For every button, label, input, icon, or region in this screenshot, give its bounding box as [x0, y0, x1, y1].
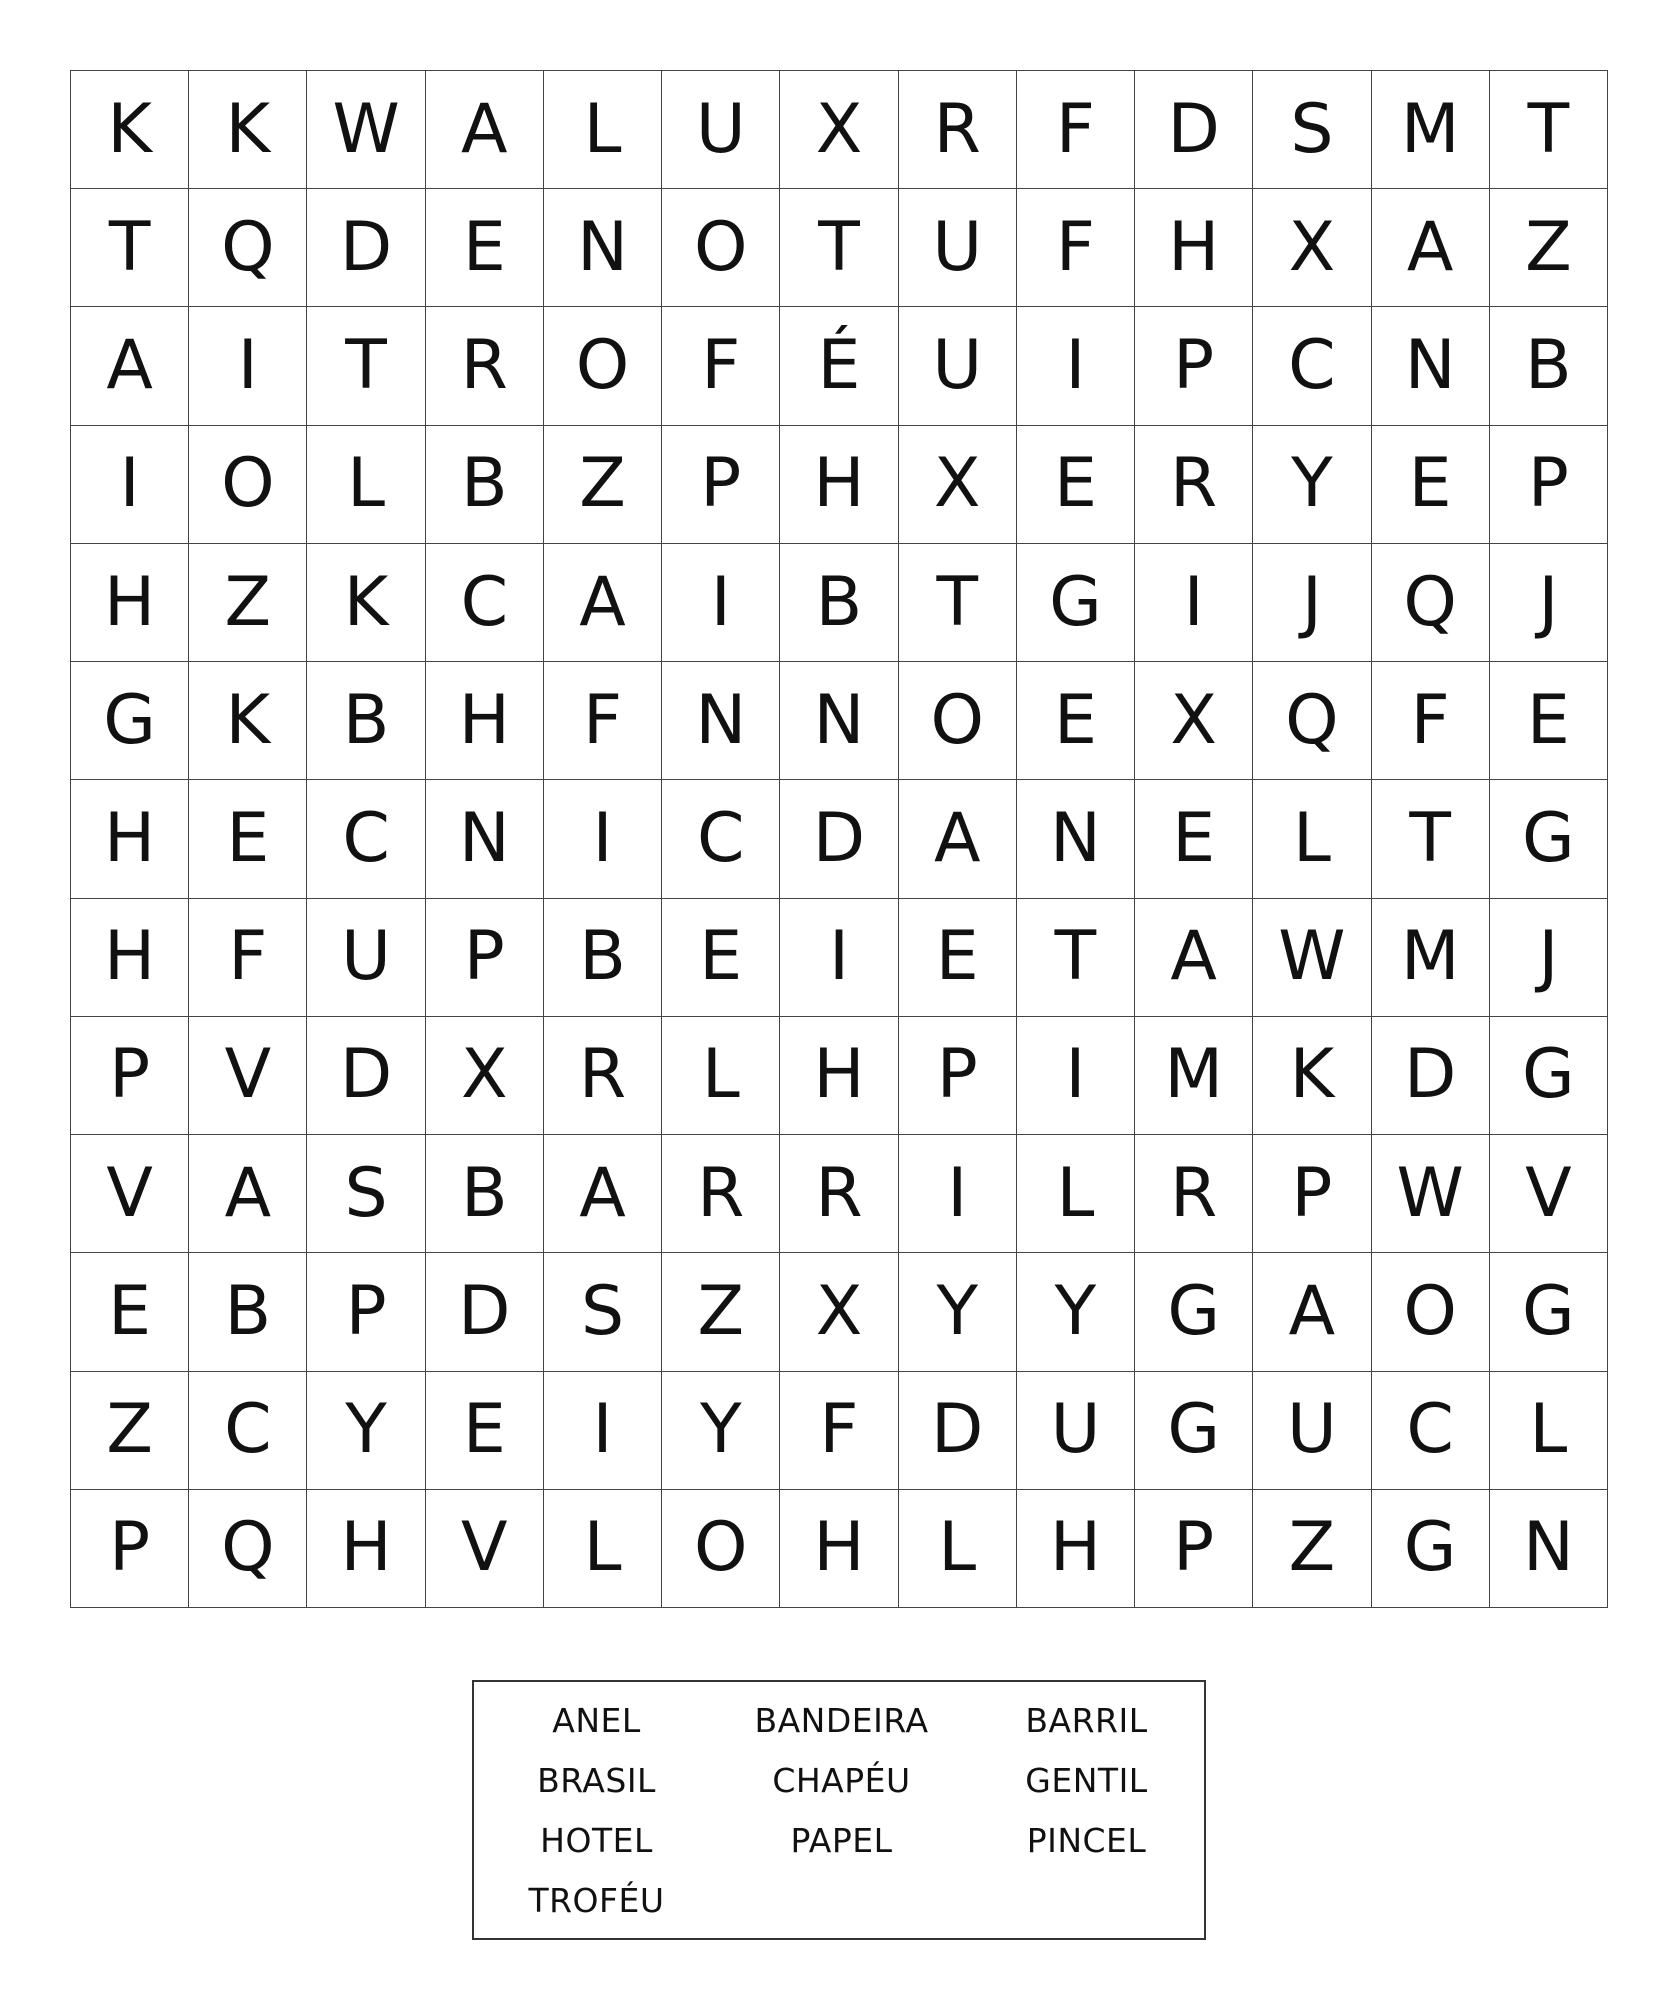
grid-cell[interactable]: P [662, 426, 780, 544]
grid-cell[interactable]: P [71, 1490, 189, 1608]
grid-cell[interactable]: T [1017, 899, 1135, 1017]
grid-cell[interactable]: X [1135, 662, 1253, 780]
grid-cell[interactable]: K [71, 71, 189, 189]
grid-cell[interactable]: V [426, 1490, 544, 1608]
grid-cell[interactable]: N [780, 662, 898, 780]
grid-cell[interactable]: E [899, 899, 1017, 1017]
grid-cell[interactable]: I [1017, 1017, 1135, 1135]
grid-cell[interactable]: X [780, 1253, 898, 1371]
grid-cell[interactable]: R [1135, 426, 1253, 544]
grid-cell[interactable]: I [71, 426, 189, 544]
grid-cell[interactable]: J [1490, 544, 1608, 662]
grid-cell[interactable]: W [307, 71, 425, 189]
grid-cell[interactable]: H [426, 662, 544, 780]
grid-cell[interactable]: N [544, 189, 662, 307]
grid-cell[interactable]: T [71, 189, 189, 307]
grid-cell[interactable]: U [1017, 1372, 1135, 1490]
grid-cell[interactable]: L [662, 1017, 780, 1135]
grid-cell[interactable]: B [426, 1135, 544, 1253]
grid-cell[interactable]: T [780, 189, 898, 307]
grid-cell[interactable]: E [1372, 426, 1490, 544]
grid-cell[interactable]: V [189, 1017, 307, 1135]
grid-cell[interactable]: A [1253, 1253, 1371, 1371]
grid-cell[interactable]: D [780, 780, 898, 898]
grid-cell[interactable]: X [899, 426, 1017, 544]
grid-cell[interactable]: P [1253, 1135, 1371, 1253]
grid-cell[interactable]: J [1490, 899, 1608, 1017]
grid-cell[interactable]: I [544, 1372, 662, 1490]
grid-cell[interactable]: H [780, 1017, 898, 1135]
grid-cell[interactable]: C [662, 780, 780, 898]
grid-cell[interactable]: R [662, 1135, 780, 1253]
word-list-item: GENTIL [1025, 1761, 1148, 1800]
grid-cell[interactable]: U [307, 899, 425, 1017]
grid-cell[interactable]: V [71, 1135, 189, 1253]
word-list-item: CHAPÉU [772, 1761, 911, 1800]
grid-cell[interactable]: L [307, 426, 425, 544]
grid-cell[interactable]: B [307, 662, 425, 780]
grid-cell[interactable]: O [189, 426, 307, 544]
grid-cell[interactable]: Z [544, 426, 662, 544]
grid-cell[interactable]: O [662, 1490, 780, 1608]
grid-cell[interactable]: G [1490, 1253, 1608, 1371]
grid-cell[interactable]: M [1372, 71, 1490, 189]
grid-cell[interactable]: P [1490, 426, 1608, 544]
grid-cell[interactable]: U [899, 307, 1017, 425]
grid-cell[interactable]: H [780, 426, 898, 544]
grid-cell[interactable]: E [189, 780, 307, 898]
grid-cell[interactable]: P [426, 899, 544, 1017]
grid-cell[interactable]: D [1135, 71, 1253, 189]
word-list-item: HOTEL [540, 1821, 653, 1860]
grid-cell[interactable]: S [544, 1253, 662, 1371]
grid-cell[interactable]: A [189, 1135, 307, 1253]
grid-cell[interactable]: O [662, 189, 780, 307]
grid-cell[interactable]: A [1372, 189, 1490, 307]
grid-cell[interactable]: Z [1490, 189, 1608, 307]
grid-cell[interactable]: K [307, 544, 425, 662]
grid-cell[interactable]: P [71, 1017, 189, 1135]
grid-cell[interactable]: P [307, 1253, 425, 1371]
grid-cell[interactable]: K [189, 71, 307, 189]
grid-cell[interactable]: V [1490, 1135, 1608, 1253]
grid-cell[interactable]: S [1253, 71, 1371, 189]
word-list-box [472, 1680, 1206, 1940]
grid-cell[interactable]: T [307, 307, 425, 425]
grid-cell[interactable]: G [1017, 544, 1135, 662]
grid-cell[interactable]: W [1372, 1135, 1490, 1253]
grid-cell[interactable]: I [189, 307, 307, 425]
grid-cell[interactable]: L [1490, 1372, 1608, 1490]
grid-cell[interactable]: X [1253, 189, 1371, 307]
grid-cell[interactable]: E [1135, 780, 1253, 898]
grid-cell[interactable]: D [1372, 1017, 1490, 1135]
grid-cell[interactable]: R [544, 1017, 662, 1135]
grid-cell[interactable]: E [1490, 662, 1608, 780]
grid-cell[interactable]: H [1017, 1490, 1135, 1608]
grid-cell[interactable]: G [1135, 1253, 1253, 1371]
grid-cell[interactable]: H [1135, 189, 1253, 307]
grid-cell[interactable]: N [1372, 307, 1490, 425]
grid-cell[interactable]: Q [189, 189, 307, 307]
grid-cell[interactable]: A [426, 71, 544, 189]
grid-cell[interactable]: G [71, 662, 189, 780]
grid-cell[interactable]: F [780, 1372, 898, 1490]
grid-cell[interactable]: B [780, 544, 898, 662]
grid-cell[interactable]: D [426, 1253, 544, 1371]
grid-cell[interactable]: T [1372, 780, 1490, 898]
grid-cell[interactable]: N [1017, 780, 1135, 898]
grid-cell[interactable]: I [662, 544, 780, 662]
grid-cell[interactable]: I [899, 1135, 1017, 1253]
grid-cell[interactable]: P [1135, 1490, 1253, 1608]
grid-cell[interactable]: X [426, 1017, 544, 1135]
grid-cell[interactable]: Z [189, 544, 307, 662]
grid-cell[interactable]: R [1135, 1135, 1253, 1253]
grid-cell[interactable]: C [307, 780, 425, 898]
grid-cell[interactable]: B [189, 1253, 307, 1371]
grid-cell[interactable]: H [71, 899, 189, 1017]
grid-cell[interactable]: K [1253, 1017, 1371, 1135]
grid-cell[interactable]: D [307, 1017, 425, 1135]
grid-cell[interactable]: D [899, 1372, 1017, 1490]
grid-cell[interactable]: H [780, 1490, 898, 1608]
grid-cell[interactable]: O [544, 307, 662, 425]
grid-cell[interactable]: L [544, 1490, 662, 1608]
word-list-item: PINCEL [1026, 1821, 1147, 1860]
letter-grid [70, 70, 1608, 1608]
word-list-item: BRASIL [537, 1761, 656, 1800]
grid-cell[interactable]: Y [1017, 1253, 1135, 1371]
grid-cell[interactable]: P [899, 1017, 1017, 1135]
grid-cell[interactable]: O [1372, 1253, 1490, 1371]
grid-cell[interactable]: Z [71, 1372, 189, 1490]
grid-cell[interactable]: F [1017, 189, 1135, 307]
grid-cell[interactable]: U [1253, 1372, 1371, 1490]
grid-cell[interactable]: Y [307, 1372, 425, 1490]
grid-cell[interactable]: O [899, 662, 1017, 780]
grid-cell[interactable]: E [426, 1372, 544, 1490]
grid-cell[interactable]: T [1490, 71, 1608, 189]
grid-cell[interactable]: A [899, 780, 1017, 898]
grid-cell[interactable]: R [899, 71, 1017, 189]
grid-cell[interactable]: E [426, 189, 544, 307]
grid-cell[interactable]: H [307, 1490, 425, 1608]
grid-cell[interactable]: I [544, 780, 662, 898]
grid-cell[interactable]: I [1135, 544, 1253, 662]
grid-cell[interactable]: M [1135, 1017, 1253, 1135]
word-list-item: TROFÉU [528, 1881, 665, 1920]
grid-cell[interactable]: C [189, 1372, 307, 1490]
grid-cell[interactable]: F [662, 307, 780, 425]
grid-cell[interactable]: A [544, 544, 662, 662]
grid-cell[interactable]: É [780, 307, 898, 425]
grid-cell[interactable]: I [780, 899, 898, 1017]
grid-cell[interactable]: L [1017, 1135, 1135, 1253]
grid-cell[interactable]: F [544, 662, 662, 780]
grid-cell[interactable]: B [426, 426, 544, 544]
grid-cell[interactable]: W [1253, 899, 1371, 1017]
grid-cell[interactable]: L [1253, 780, 1371, 898]
grid-cell[interactable]: C [1372, 1372, 1490, 1490]
grid-cell[interactable]: Q [189, 1490, 307, 1608]
grid-cell[interactable]: T [899, 544, 1017, 662]
grid-cell[interactable]: L [899, 1490, 1017, 1608]
grid-cell[interactable]: N [426, 780, 544, 898]
grid-cell[interactable]: A [1135, 899, 1253, 1017]
grid-cell[interactable]: J [1253, 544, 1371, 662]
grid-cell[interactable]: E [662, 899, 780, 1017]
word-list [474, 1700, 1208, 1940]
grid-cell[interactable]: Q [1253, 662, 1371, 780]
grid-cell[interactable]: B [544, 899, 662, 1017]
grid-cell[interactable]: Q [1372, 544, 1490, 662]
word-list-item: ANEL [552, 1701, 641, 1740]
grid-cell[interactable]: Y [662, 1372, 780, 1490]
grid-cell[interactable]: Z [1253, 1490, 1371, 1608]
grid-cell[interactable]: E [1017, 426, 1135, 544]
word-list-item: BANDEIRA [754, 1701, 929, 1740]
grid-cell[interactable]: E [1017, 662, 1135, 780]
grid-cell[interactable]: I [1017, 307, 1135, 425]
grid-cell[interactable]: N [1490, 1490, 1608, 1608]
grid-cell[interactable]: U [662, 71, 780, 189]
grid-cell[interactable]: S [307, 1135, 425, 1253]
grid-cell[interactable]: C [426, 544, 544, 662]
grid-cell[interactable]: U [899, 189, 1017, 307]
grid-cell[interactable]: F [1017, 71, 1135, 189]
grid-cell[interactable]: Y [899, 1253, 1017, 1371]
grid-cell[interactable]: R [426, 307, 544, 425]
grid-cell[interactable]: G [1490, 1017, 1608, 1135]
grid-cell[interactable]: Z [662, 1253, 780, 1371]
word-list-item: BARRIL [1025, 1701, 1148, 1740]
grid-cell[interactable]: E [71, 1253, 189, 1371]
grid-cell[interactable]: K [189, 662, 307, 780]
grid-cell[interactable]: A [71, 307, 189, 425]
grid-cell[interactable]: G [1490, 780, 1608, 898]
grid-cell[interactable]: D [307, 189, 425, 307]
grid-cell[interactable]: B [1490, 307, 1608, 425]
grid-cell[interactable]: C [1253, 307, 1371, 425]
grid-cell[interactable]: H [71, 544, 189, 662]
word-list-item: PAPEL [790, 1821, 893, 1860]
grid-cell[interactable]: G [1135, 1372, 1253, 1490]
grid-cell[interactable]: P [1135, 307, 1253, 425]
grid-cell[interactable]: X [780, 71, 898, 189]
grid-cell[interactable]: H [71, 780, 189, 898]
grid-cell[interactable]: L [544, 71, 662, 189]
grid-cell[interactable]: R [780, 1135, 898, 1253]
grid-cell[interactable]: A [544, 1135, 662, 1253]
grid-cell[interactable]: F [1372, 662, 1490, 780]
grid-cell[interactable]: N [662, 662, 780, 780]
grid-cell[interactable]: M [1372, 899, 1490, 1017]
grid-cell[interactable]: Y [1253, 426, 1371, 544]
grid-cell[interactable]: F [189, 899, 307, 1017]
grid-cell[interactable]: G [1372, 1490, 1490, 1608]
